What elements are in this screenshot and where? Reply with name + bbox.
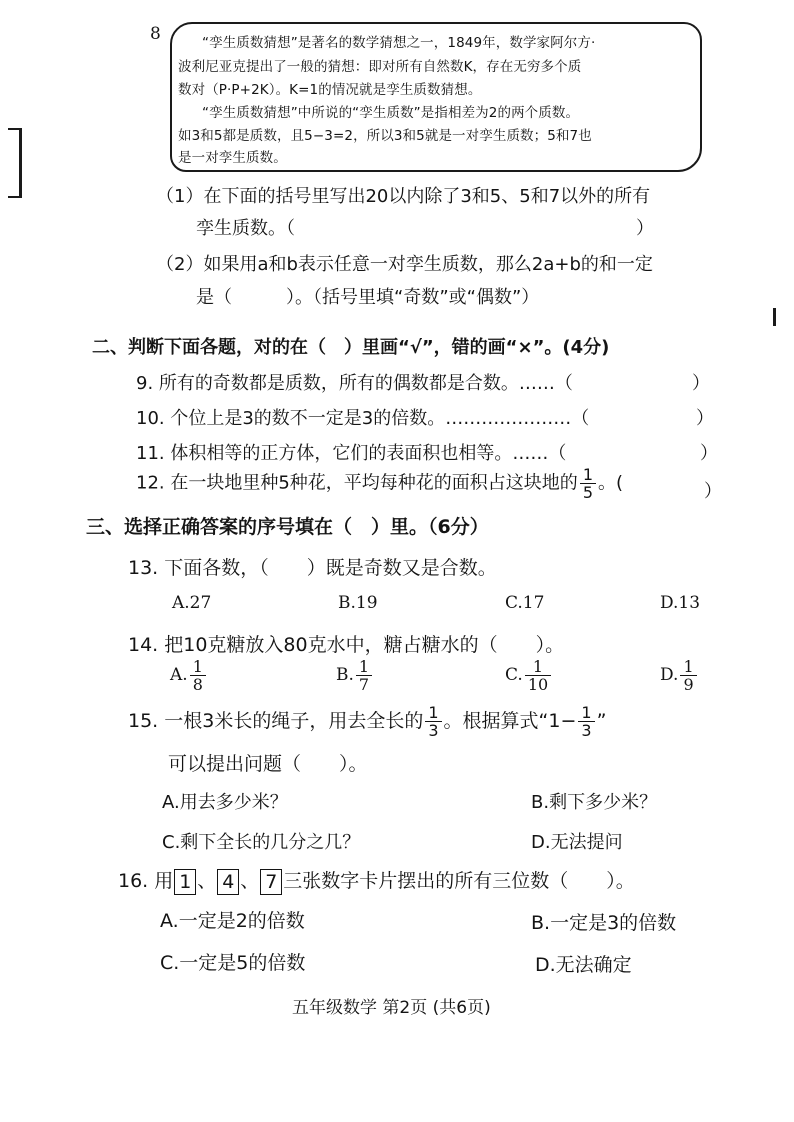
fraction-denominator: 8 (192, 675, 203, 694)
fraction-denominator: 7 (358, 675, 370, 694)
q13-option-d: D.13 (660, 593, 701, 613)
fraction-denominator: 10 (527, 675, 549, 694)
q15-stem (128, 704, 606, 739)
judge-item-9: 9. 所有的奇数都是质数，所有的偶数都是合数。……（ (136, 373, 573, 394)
fraction-numerator: 1 (190, 658, 206, 676)
option-label: A. (170, 665, 188, 685)
q15-line2: 可以提出问题（ ）。 (168, 753, 368, 775)
fraction-numerator: 1 (580, 466, 596, 484)
option-label: D. (660, 665, 679, 685)
number-card-4: 4 (217, 869, 239, 895)
number-card-1: 1 (174, 869, 196, 895)
fraction (190, 658, 206, 693)
q8-sub1-line1: （1）在下面的括号里写出20以内除了3和5、5和7以外的所有 (156, 186, 651, 207)
fraction-numerator: 1 (680, 658, 696, 676)
margin-bracket-mark (8, 196, 21, 198)
margin-bracket-mark (8, 128, 21, 130)
q15-option-b: B.剩下多少米？ (531, 792, 658, 813)
question-number-8: 8 (150, 24, 161, 44)
q13-stem: 13. 下面各数，（ ）既是奇数又是合数。 (128, 557, 497, 579)
option-label: B. (336, 665, 354, 685)
fraction-numerator: 1 (425, 704, 441, 722)
separator: 、 (240, 870, 260, 892)
fraction-denominator: 9 (683, 675, 694, 694)
q16-option-d: D.无法确定 (535, 954, 632, 976)
fraction (425, 704, 441, 739)
fraction-denominator: 3 (428, 721, 439, 740)
q8-sub1-answer-close: ） (636, 218, 654, 239)
q15-option-c: C.剩下全长的几分之几？ (162, 832, 361, 853)
q14-option-c (505, 658, 553, 693)
fraction-denominator: 3 (581, 721, 592, 740)
option-label: C. (505, 665, 523, 685)
q16-stem-b: 三张数字卡片摆出的所有三位数（ ）。 (283, 870, 635, 892)
fraction (578, 704, 594, 739)
box-line: 波利尼亚克提出了一般的猜想：即对所有自然数K，存在无穷多个质 (178, 59, 582, 75)
fraction (525, 658, 551, 693)
q16-option-a: A.一定是2的倍数 (160, 910, 305, 932)
q14-stem: 14. 把10克糖放入80克水中，糖占糖水的（ ）。 (128, 634, 565, 656)
judge-item-9-close: ） (692, 373, 710, 394)
fraction-numerator: 1 (578, 704, 594, 722)
q16-option-c: C.一定是5的倍数 (160, 952, 306, 974)
judge-item-11-close: ） (700, 443, 718, 464)
q13-option-c: C.17 (505, 593, 545, 613)
fraction-numerator: 1 (356, 658, 372, 676)
box-line: 数对（P·P+2K）。K=1的情况就是孪生质数猜想。 (178, 82, 482, 98)
page-footer: 五年级数学 第2页 (共6页) (292, 998, 491, 1018)
fraction-numerator: 1 (525, 658, 551, 676)
q16-stem (118, 866, 635, 895)
section3-heading: 三、选择正确答案的序号填在（ ）里。（6分） (86, 516, 489, 538)
q8-sub2-line1: （2）如果用a和b表示任意一对孪生质数，那么2a+b的和一定 (156, 254, 653, 275)
judge-item-12-text: 12. 在一块地里种5种花，平均每种花的面积占这块地的 (136, 472, 578, 494)
q15-option-a: A.用去多少米？ (162, 792, 288, 813)
margin-tick-mark (773, 308, 776, 326)
fraction-denominator: 5 (582, 483, 593, 502)
q15-option-d: D.无法提问 (531, 832, 623, 853)
q14-option-d (660, 658, 699, 693)
q14-option-b (336, 658, 374, 693)
q13-option-b: B.19 (338, 593, 378, 613)
judge-item-12-after: 。( (598, 472, 624, 494)
q13-option-a: A.27 (172, 593, 212, 613)
fraction (580, 466, 596, 501)
fraction (356, 658, 372, 693)
q16-option-b: B.一定是3的倍数 (531, 912, 677, 934)
q14-option-a (170, 658, 208, 693)
q8-sub2-line2: 是（ ）。（括号里填“奇数”或“偶数”） (196, 287, 540, 308)
separator: 、 (197, 870, 217, 892)
judge-item-11: 11. 体积相等的正方体，它们的表面积也相等。……（ (136, 443, 567, 464)
margin-bracket-mark (19, 128, 22, 198)
q16-stem-a: 16. 用 (118, 870, 174, 892)
q15-stem-a: 15. 一根3米长的绳子，用去全长的 (128, 710, 424, 732)
judge-item-12 (136, 466, 623, 501)
judge-item-10: 10. 个位上是3的数不一定是3的倍数。…………………（ (136, 408, 590, 429)
box-line: “孪生质数猜想”是著名的数学猜想之一，1849年，数学家阿尔方· (202, 35, 596, 51)
number-card-7: 7 (260, 869, 282, 895)
section2-heading: 二、判断下面各题，对的在（ ）里画“√”，错的画“×”。(4分) (92, 337, 610, 358)
box-line: “孪生质数猜想”中所说的“孪生质数”是指相差为2的两个质数。 (202, 105, 580, 121)
q15-stem-c: ” (596, 710, 607, 732)
box-line: 如3和5都是质数，且5−3=2，所以3和5就是一对孪生质数；5和7也 (178, 128, 592, 144)
q8-sub1-line2: 孪生质数。（ (196, 218, 295, 239)
info-box (170, 22, 702, 172)
judge-item-12-close: ） (704, 481, 722, 502)
fraction (680, 658, 696, 693)
judge-item-10-close: ） (696, 408, 714, 429)
q15-stem-b: 。根据算式“1− (443, 710, 577, 732)
box-line: 是一对孪生质数。 (178, 150, 287, 166)
